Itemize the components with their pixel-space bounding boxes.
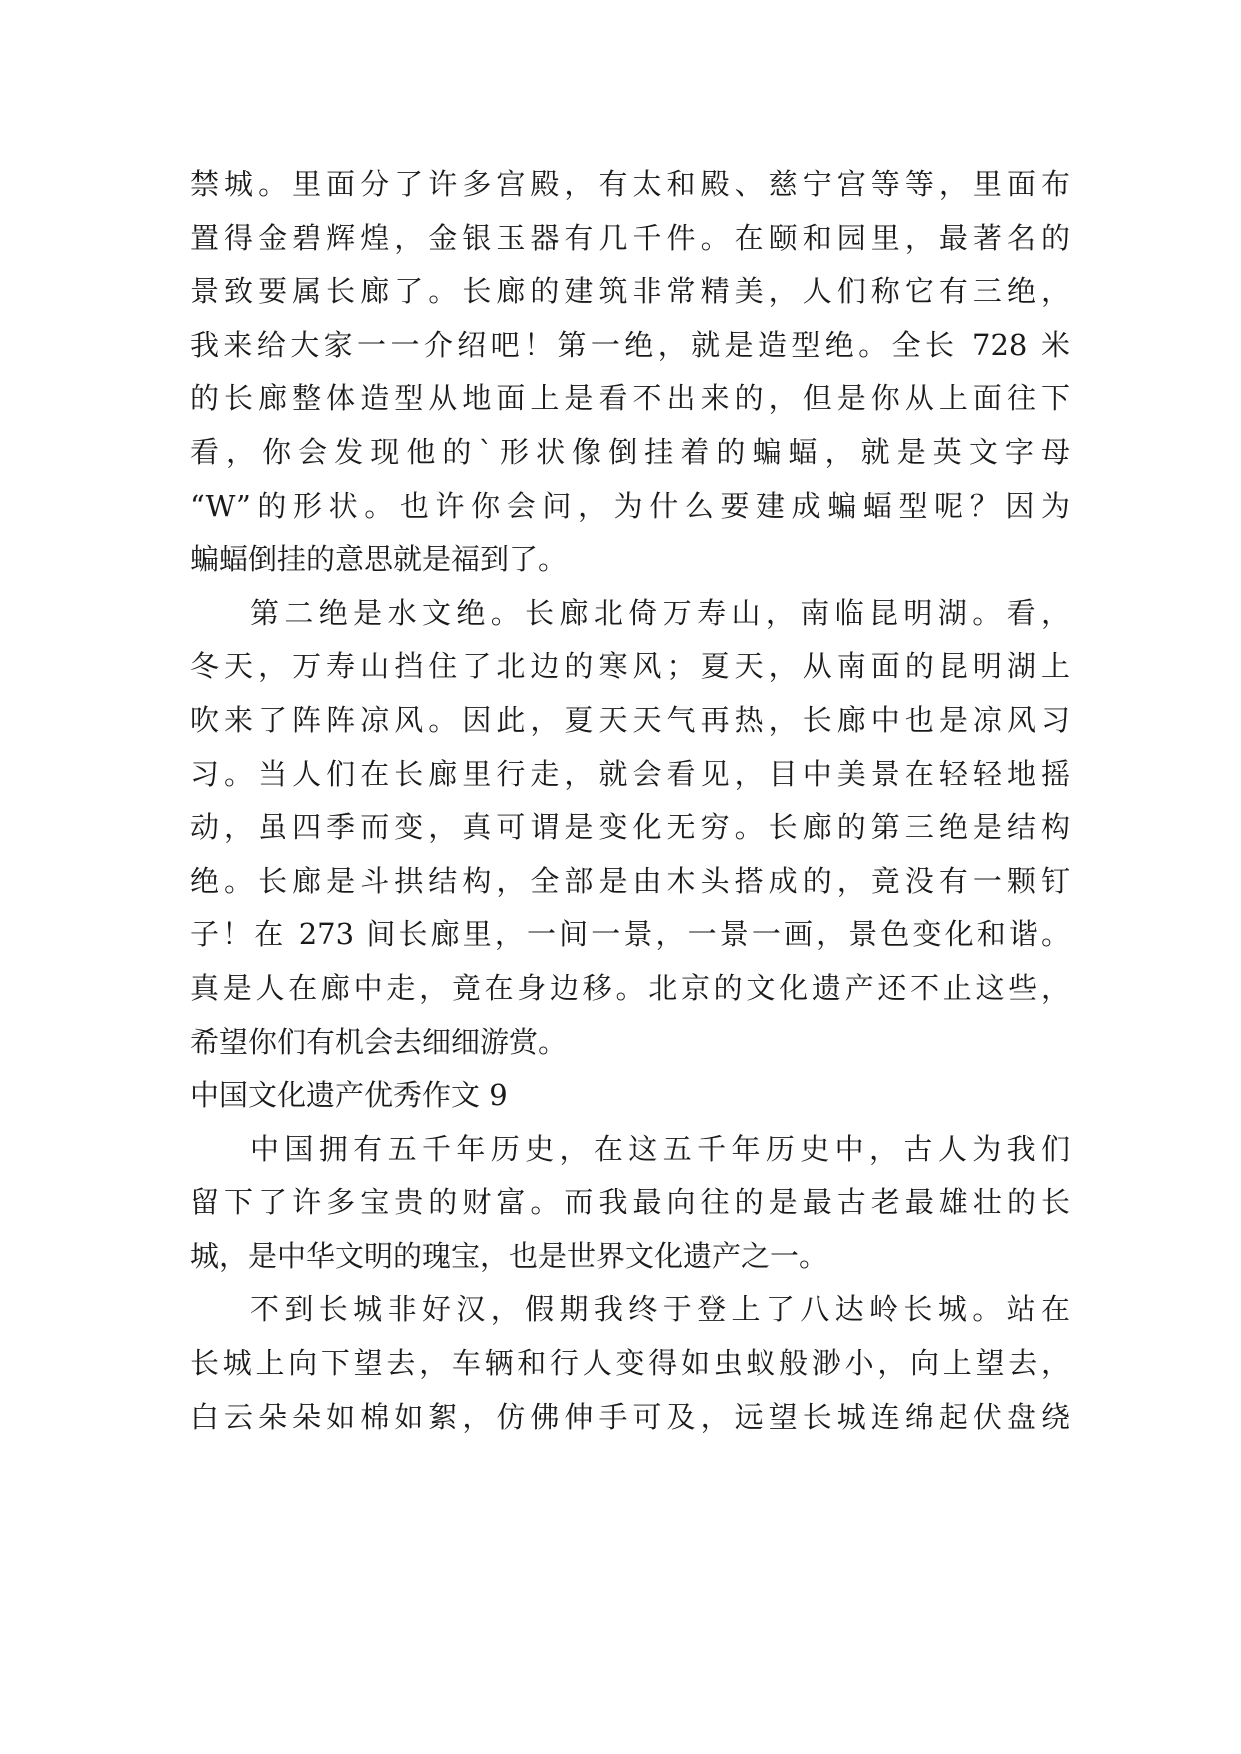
section-heading xyxy=(190,1069,1070,1123)
text-line: 真是人在廊中走，竟在身边移。北京的文化遗产还不止这些， xyxy=(190,970,1070,1005)
text-line: 白云朵朵如棉如絮，仿佛伸手可及，远望长城连绵起伏盘绕 xyxy=(190,1399,1070,1434)
text-line: 留下了许多宝贵的财富。而我最向往的是最古老最雄壮的长 xyxy=(190,1185,1070,1220)
paragraph xyxy=(190,158,1070,587)
paragraph xyxy=(190,1123,1070,1284)
text-line: 吹来了阵阵凉风。因此，夏天天气再热，长廊中也是凉风习 xyxy=(190,702,1070,737)
heading-text: 中国文化遗产优秀作文 9 xyxy=(190,1078,508,1113)
text-line: 中国拥有五千年历史，在这五千年历史中，古人为我们 xyxy=(250,1131,1070,1166)
text-line: 绝。长廊是斗拱结构，全部是由木头搭成的，竟没有一颗钉 xyxy=(190,863,1070,898)
text-line: 蝙蝠倒挂的意思就是福到了。 xyxy=(190,542,568,577)
text-line: 长城上向下望去，车辆和行人变得如虫蚁般渺小，向上望去， xyxy=(190,1346,1070,1381)
text-line: 习。当人们在长廊里行走，就会看见，目中美景在轻轻地摇 xyxy=(190,756,1070,791)
text-line: 看，你会发现他的`形状像倒挂着的蝙蝠，就是英文字母 xyxy=(190,434,1070,469)
paragraph xyxy=(190,587,1070,1069)
text-line: 动，虽四季而变，真可谓是变化无穷。长廊的第三绝是结构 xyxy=(190,810,1070,845)
text-line: 景致要属长廊了。长廊的建筑非常精美，人们称它有三绝， xyxy=(190,274,1070,309)
text-line: 城，是中华文明的瑰宝，也是世界文化遗产之一。 xyxy=(190,1238,829,1273)
text-line: 的长廊整体造型从地面上是看不出来的，但是你从上面往下 xyxy=(190,381,1070,416)
text-line: 子！在 273 间长廊里，一间一景，一景一画，景色变化和谐。 xyxy=(190,917,1070,952)
text-line: 不到长城非好汉，假期我终于登上了八达岭长城。站在 xyxy=(250,1292,1070,1327)
text-line: 冬天，万寿山挡住了北边的寒风；夏天，从南面的昆明湖上 xyxy=(190,649,1070,684)
text-line: 第二绝是水文绝。长廊北倚万寿山，南临昆明湖。看， xyxy=(250,595,1070,630)
text-line: 希望你们有机会去细细游赏。 xyxy=(190,1024,568,1059)
text-line: 置得金碧辉煌，金银玉器有几千件。在颐和园里，最著名的 xyxy=(190,220,1070,255)
text-line: “W”的形状。也许你会问，为什么要建成蝙蝠型呢？因为 xyxy=(190,488,1070,523)
text-line: 我来给大家一一介绍吧！第一绝，就是造型绝。全长 728 米 xyxy=(190,327,1070,362)
text-line: 禁城。里面分了许多宫殿，有太和殿、慈宁宫等等，里面布 xyxy=(190,167,1070,201)
paragraph xyxy=(190,1283,1070,1444)
document-body xyxy=(190,158,1070,1444)
